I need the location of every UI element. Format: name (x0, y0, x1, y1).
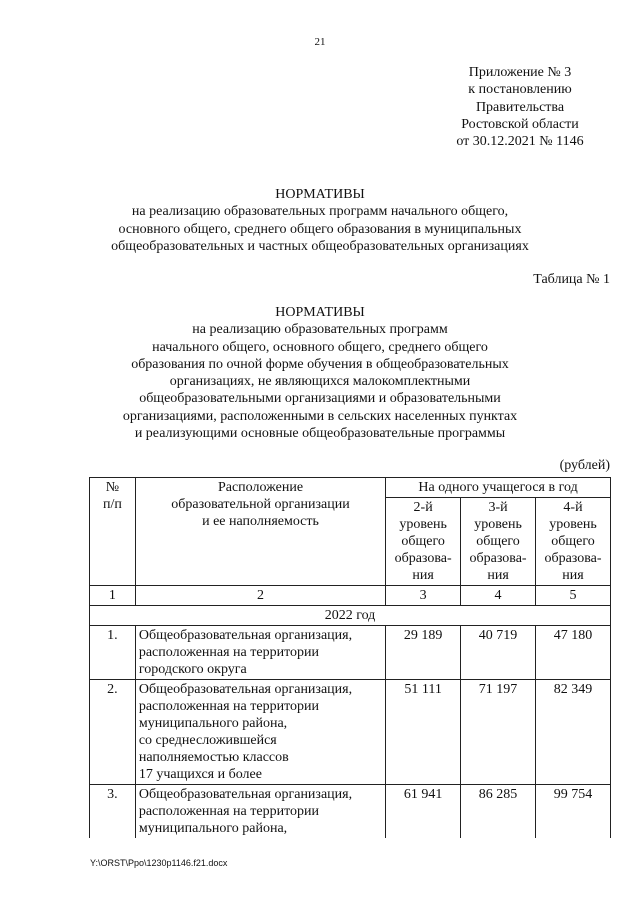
norms-table (89, 477, 611, 838)
table-title-line: начального общего, основного общего, среднего общего (152, 339, 488, 355)
level-line: уровень (549, 517, 597, 532)
desc-line: наполняемостью классов (138, 750, 289, 765)
value-level-2: 51 111 (386, 680, 461, 785)
level-line: образова- (469, 551, 527, 566)
header-location-line: образовательной организации (171, 497, 350, 512)
table-number: Таблица № 1 (533, 272, 610, 287)
level-line: ния (412, 568, 434, 583)
desc-line: Общеобразовательная организация, (138, 787, 353, 802)
main-title-line: основного общего, среднего общего образования в муниципальных (118, 221, 522, 237)
row-number: 2. (90, 680, 136, 785)
desc-line: муниципального района, (138, 821, 288, 836)
desc-line: 17 учащихся и более (138, 767, 262, 782)
main-title-line: на реализацию образовательных программ начального общего, (131, 204, 509, 220)
column-number: 4 (461, 586, 536, 606)
appendix-block (420, 64, 620, 150)
desc-line: Общеобразовательная организация, (138, 682, 353, 697)
header-location (135, 478, 385, 586)
header-location-line: Расположение (217, 480, 304, 495)
level-line: образова- (544, 551, 602, 566)
desc-line: расположенная на территории (138, 645, 320, 660)
level-line: уровень (474, 517, 522, 532)
column-number: 2 (135, 586, 385, 606)
main-title-heading: НОРМАТИВЫ (275, 187, 365, 202)
header-no-line: № (105, 480, 120, 495)
table-title-line: образования по очной форме обучения в общеобразовательных (131, 356, 509, 372)
value-level-4: 47 180 (536, 626, 611, 680)
row-number: 1. (90, 626, 136, 680)
table-title-line: общеобразовательными организациями и образовательными (139, 391, 501, 407)
column-number: 1 (90, 586, 136, 606)
column-number: 5 (536, 586, 611, 606)
table-row (90, 785, 611, 839)
value-level-4: 82 349 (536, 680, 611, 785)
level-line: 2-й (413, 500, 433, 515)
table-title-heading: НОРМАТИВЫ (275, 305, 365, 320)
appendix-line: Ростовской области (461, 116, 579, 132)
table-header-row (90, 478, 611, 498)
row-description (135, 680, 385, 785)
column-number: 3 (386, 586, 461, 606)
desc-line: со среднесложившейся (138, 733, 277, 748)
level-line: общего (401, 534, 445, 549)
year-label: 2022 год (90, 606, 611, 626)
value-level-3: 40 719 (461, 626, 536, 680)
file-path-footer: Y:\ORST\Ppo\1230p1146.f21.docx (90, 858, 228, 868)
desc-line: расположенная на территории (138, 699, 320, 714)
desc-line: городского округа (138, 662, 247, 677)
value-level-3: 86 285 (461, 785, 536, 839)
row-number: 3. (90, 785, 136, 839)
desc-line: Общеобразовательная организация, (138, 628, 353, 643)
level-line: ния (487, 568, 509, 583)
level-line: общего (476, 534, 520, 549)
table-title-line: организациями, расположенными в сельских населенных пунктах (122, 408, 518, 424)
header-no (90, 478, 136, 586)
page-number: 21 (314, 36, 326, 48)
table-title-line: на реализацию образовательных программ (192, 322, 448, 338)
row-description (135, 626, 385, 680)
table-title-line: организациях, не являющихся малокомплектными (169, 374, 471, 390)
level-line: образова- (394, 551, 452, 566)
appendix-line: от 30.12.2021 № 1146 (456, 134, 584, 150)
appendix-line: к постановлению (468, 82, 572, 98)
level-line: уровень (399, 517, 447, 532)
main-title-line: общеобразовательных и частных общеобразовательных организациях (111, 238, 529, 254)
header-no-line: п/п (102, 497, 122, 512)
table-row (90, 626, 611, 680)
value-level-2: 61 941 (386, 785, 461, 839)
main-title (60, 186, 580, 255)
level-line: 4-й (563, 500, 583, 515)
level-line: ния (562, 568, 584, 583)
value-level-3: 71 197 (461, 680, 536, 785)
row-description (135, 785, 385, 839)
column-number-row (90, 586, 611, 606)
unit-label: (рублей) (559, 458, 610, 473)
appendix-line: Правительства (475, 99, 565, 115)
value-level-2: 29 189 (386, 626, 461, 680)
appendix-line: Приложение № 3 (468, 65, 572, 80)
header-per-student: На одного учащегося в год (386, 478, 611, 498)
header-level-2 (386, 498, 461, 586)
desc-line: расположенная на территории (138, 804, 320, 819)
header-level-4 (536, 498, 611, 586)
desc-line: муниципального района, (138, 716, 288, 731)
header-level-3 (461, 498, 536, 586)
table-row (90, 680, 611, 785)
year-row (90, 606, 611, 626)
value-level-4: 99 754 (536, 785, 611, 839)
level-line: 3-й (488, 500, 508, 515)
header-location-line: и ее наполняемость (202, 514, 319, 529)
table-title (60, 304, 580, 442)
level-line: общего (551, 534, 595, 549)
table-title-line: и реализующими основные общеобразовательные программы (134, 426, 506, 442)
